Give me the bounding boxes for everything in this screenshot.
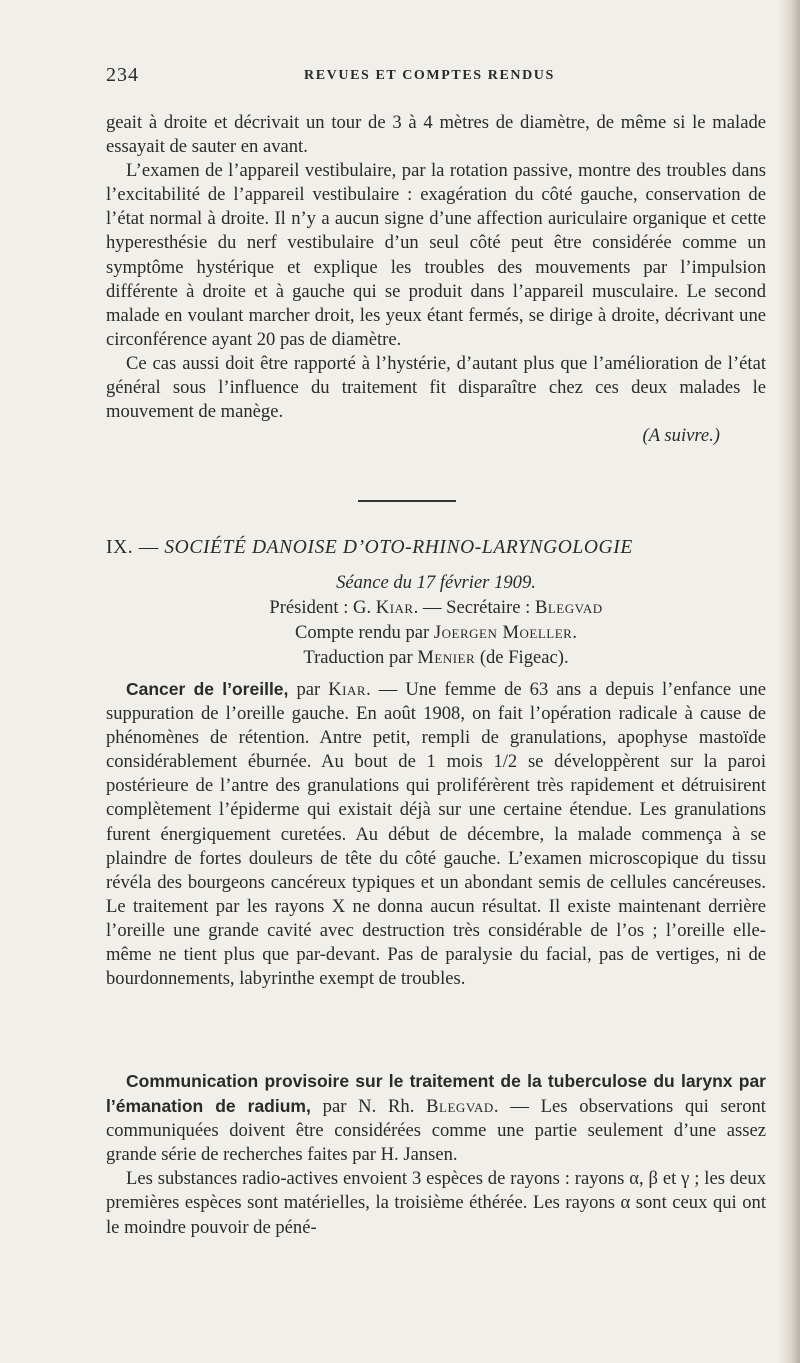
- report-author: Joergen Moeller: [433, 622, 573, 643]
- section-number: IX. —: [106, 537, 159, 558]
- section-heading: [106, 537, 786, 559]
- article-cancer: [106, 677, 766, 991]
- secretary-name: Blegvad: [534, 597, 603, 618]
- paragraph-continued: geait à droite et décrivait un tour de 3 à 4 mètres de diamètre, de même si le malade essayait de sauter en avant.: [106, 112, 766, 158]
- article-cancer-title: Cancer de l’oreille,: [126, 679, 289, 699]
- paragraph-vestibular-exam: L’examen de l’appareil vestibulaire, par la rotation passive, montre des troubles dans l’excitabilité de l’appareil vestibulaire : exagération du côté gauche, conservation de l’état normal à droite. Il n’y a aucun signe d’une affection auriculaire organique et cette hyperesthésie du nerf vestibulaire d’un seul côté peut être considérée comme un symptôme hystérique et explique les troubles des mouvements par l’impulsion différente à droite et à gauche qui se produit dans l’appareil musculaire. Le second malade en voulant marcher droit, les yeux étant fermés, se dirige à droite, décrivant une circonférence ayant 20 pas de diamètre.: [106, 160, 766, 350]
- translation-line: Traduction par Menier (de Figeac).: [303, 647, 569, 668]
- article-radium-author: Blegvad: [426, 1096, 494, 1118]
- page-header: [106, 64, 766, 88]
- section-title: SOCIÉTÉ DANOISE D’OTO-RHINO-LARYNGOLOGIE: [164, 537, 633, 558]
- report-author-line: Compte rendu par Joergen Moeller.: [294, 622, 578, 643]
- article-radium-paragraph: Communication provisoire sur le traitement de la tuberculose du larynx par l’émanation de radium, par N. Rh. Blegvad. — Les observations qui seront communiquées doivent être considérées comme une partie seulement d’une assez grande série de recherches faites par H. Jansen.: [106, 1071, 766, 1166]
- page-edge-shadow: [778, 0, 800, 1363]
- session-date: Séance du 17 février 1909.: [336, 572, 536, 593]
- article-cancer-paragraph: Cancer de l’oreille, par Kiar. — Une femme de 63 ans a depuis l’enfance une suppuration de l’oreille gauche. En août 1908, on fait l’opération radicale à cause de phénomènes de rétention. Antre petit, rempli de granulations, apophyse mastoïde considérablement éburnée. Au bout de 1 mois 1/2 se développèrent sur la paroi postérieure de l’antre des granulations qui proliférèrent très rapidement et détruisirent complètement l’épiderme qui existait déjà sur une certaine étendue. Les granulations furent énergiquement curetées. Au début de décembre, la malade commença à se plaindre de fortes douleurs de tête du côté gauche. L’examen microscopique du tissu révéla des bourgeons cancéreux typiques et un abondant semis de cellules cancéreuses. Le traitement par les rayons X ne donna aucun résultat. Il existe maintenant derrière l’oreille une grande cavité avec destruction très considérable de l’os ; l’oreille elle-même ne tient plus que par-devant. Pas de paralysie du facial, pas de vertiges, ni de bourdonnements, labyrinthe exempt de troubles.: [106, 679, 767, 990]
- article-radium: [106, 1069, 766, 1240]
- article-radium-title: Communication provisoire sur le traitement de la tuberculose du larynx par l’émanation de radium,: [106, 1071, 766, 1117]
- translator-name: Menier: [417, 647, 476, 668]
- paragraph-hysteria: Ce cas aussi doit être rapporté à l’hystérie, d’autant plus que l’amélioration de l’état général sous l’influence du traitement fit disparaître chez ces deux malades le mouvement de manège.: [106, 352, 766, 423]
- to-be-continued: (A suivre.): [642, 425, 720, 447]
- running-title: REVUES ET COMPTES RENDUS: [304, 68, 555, 83]
- president-name: Kiar: [375, 597, 414, 618]
- top-section: [106, 111, 766, 448]
- session-officers: Président : G. Kiar. — Secrétaire : Blegvad: [269, 597, 603, 618]
- section-divider: [358, 500, 456, 502]
- article-cancer-author: Kiar: [328, 679, 367, 700]
- article-radium-paragraph-2: Les substances radio-actives envoient 3 espèces de rayons : rayons α, β et γ ; les deux premières espèces sont matérielles, la troisième éthérée. Les rayons α sont ceux qui ont le moindre pouvoir de péné-: [106, 1168, 766, 1238]
- page-number: 234: [106, 64, 139, 86]
